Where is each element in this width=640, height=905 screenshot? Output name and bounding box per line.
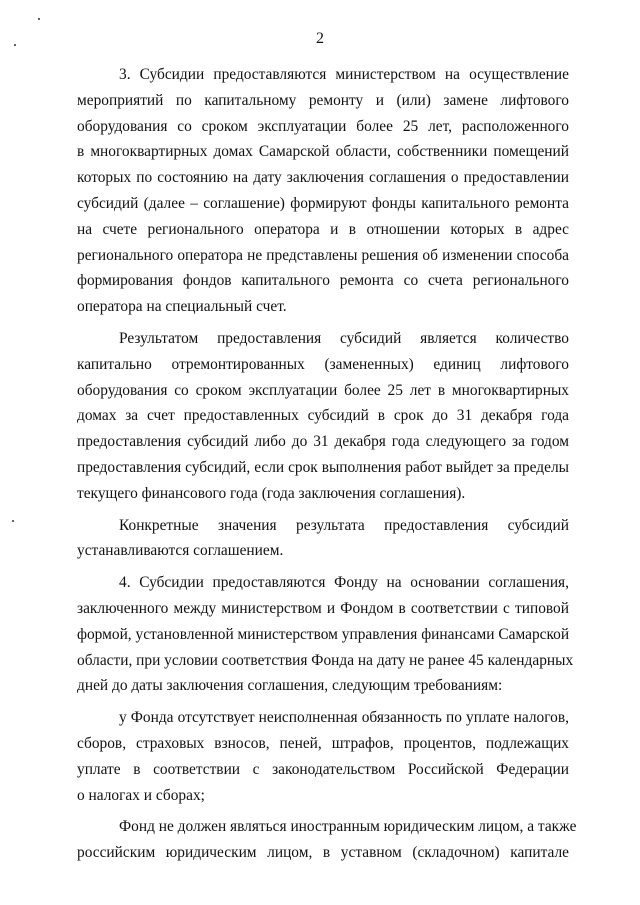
text-line: Результатом предоставления субсидий является количество bbox=[119, 329, 569, 347]
text-line: которых по состоянию на дату заключения соглашения о предоставлении bbox=[77, 169, 569, 187]
text-line: заключенного между министерством и Фондом в соответствии с типовой bbox=[77, 599, 569, 617]
text-line: устанавливаются соглашением. bbox=[77, 542, 284, 560]
page-number: 2 bbox=[316, 30, 324, 47]
text-line: в многоквартирных домах Самарской области, собственники помещений bbox=[77, 143, 569, 161]
text-line: дней до даты заключения соглашения, следующим требованиям: bbox=[77, 677, 503, 695]
paragraph-p3 bbox=[77, 62, 569, 320]
text-line: российским юридическим лицом, в уставном (складочном) капитале bbox=[77, 844, 569, 862]
scan-speck bbox=[38, 18, 40, 20]
paragraph-foreign bbox=[77, 814, 577, 866]
text-line: на счете регионального оператора и в отношении которых в адрес bbox=[77, 220, 569, 238]
paragraph-values bbox=[77, 513, 569, 565]
document-body bbox=[77, 62, 577, 866]
scan-speck bbox=[12, 520, 14, 522]
text-line: Фонд не должен являться иностранным юридическим лицом, а также bbox=[119, 818, 577, 836]
text-line: уплате в соответствии с законодательством Российской Федерации bbox=[77, 760, 569, 778]
text-line: капитально отремонтированных (замененных) единиц лифтового bbox=[77, 355, 569, 373]
text-line: у Фонда отсутствует неисполненная обязанность по уплате налогов, bbox=[119, 709, 569, 727]
text-line: оператора на специальный счет. bbox=[77, 298, 287, 316]
text-line: оборудования со сроком эксплуатации более 25 лет, расположенного bbox=[77, 117, 569, 135]
text-line: предоставления субсидий либо до 31 декабря года следующего за годом bbox=[77, 433, 569, 451]
text-line: формой, установленной министерством управления финансами Самарской bbox=[77, 625, 570, 643]
paragraph-p4 bbox=[77, 570, 574, 699]
text-line: формирования фондов капитального ремонта со счета регионального bbox=[77, 272, 569, 290]
paragraph-taxes bbox=[77, 705, 569, 808]
text-line: 3. Субсидии предоставляются министерством на осуществление bbox=[119, 66, 569, 83]
text-line: о налогах и сборах; bbox=[77, 786, 205, 804]
text-line: предоставления субсидий, если срок выполнения работ выйдет за пределы bbox=[77, 458, 569, 476]
text-line: 4. Субсидии предоставляются Фонду на основании соглашения, bbox=[119, 574, 569, 592]
text-line: области, при условии соответствия Фонда на дату не ранее 45 календарных bbox=[77, 651, 574, 669]
text-line: регионального оператора не представлены решения об изменении способа bbox=[77, 246, 569, 264]
text-line: текущего финансового года (года заключения соглашения). bbox=[77, 484, 466, 502]
text-line: сборов, страховых взносов, пеней, штрафов, процентов, подлежащих bbox=[77, 734, 569, 752]
text-line: домах за счет предоставленных субсидий в срок до 31 декабря года bbox=[77, 407, 569, 425]
text-line: оборудования со сроком эксплуатации более 25 лет в многоквартирных bbox=[77, 381, 569, 399]
text-line: Конкретные значения результата предоставления субсидий bbox=[119, 516, 569, 534]
text-line: мероприятий по капитальному ремонту и (или) замене лифтового bbox=[77, 91, 569, 109]
paragraph-result bbox=[77, 326, 569, 507]
text-line: субсидий (далее – соглашение) формируют фонды капитального ремонта bbox=[77, 194, 569, 212]
